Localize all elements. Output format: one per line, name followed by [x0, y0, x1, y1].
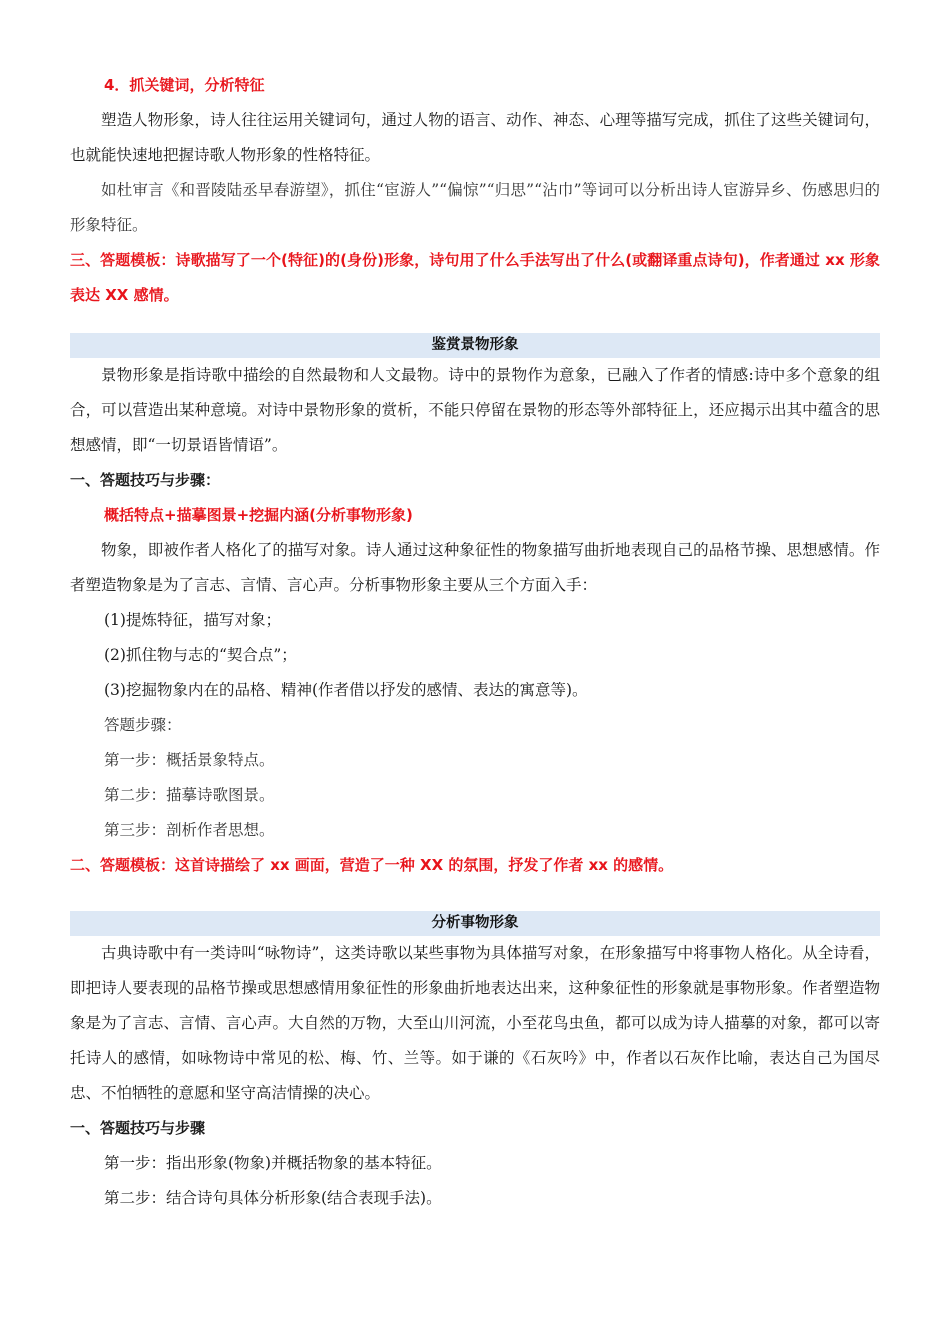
point4-paragraph-2: 如杜审言《和晋陵陆丞早春游望》，抓住“宦游人”“偏惊”“归思”“沾巾”等词可以分析出诗人宦游异乡、伤感思归的形象特征。 — [70, 181, 880, 234]
document-page — [70, 68, 880, 1216]
point4-paragraph-1: 塑造人物形象，诗人往往运用关键词句，通过人物的语言、动作、神态、心理等描写完成，抓住了这些关键词句，也就能快速地把握诗歌人物形象的性格特征。 — [70, 111, 880, 164]
objects-intro: 古典诗歌中有一类诗叫“咏物诗”，这类诗歌以某些事物为具体描写对象，在形象描写中将事物人格化。从全诗看，即把诗人要表现的品格节操或思想感情用象征性的形象曲折地表达出来，这种象征性的形象就是事物形象。作者塑造物象是为了言志、言情、言心声。大自然的万物，大至山川河流，小至花鸟虫鱼，都可以成为诗人描摹的对象，都可以寄托诗人的感情，如咏物诗中常见的松、梅、竹、兰等。如于谦的《石灰吟》中，作者以石灰作比喻，表达自己为国尽忠、不怕牺牲的意愿和坚守高洁情操的决心。 — [70, 944, 880, 1102]
objects-step-1: 第一步：指出形象(物象)并概括物象的基本特征。 — [104, 1154, 442, 1172]
scenery-heading-1: 一、答题技巧与步骤： — [70, 471, 221, 489]
scenery-item-1: (1)提炼特征，描写对象； — [104, 611, 281, 629]
scenery-step-1: 第一步：概括景象特点。 — [104, 751, 275, 769]
scenery-intro: 景物形象是指诗歌中描绘的自然最物和人文最物。诗中的景物作为意象，已融入了作者的情感:诗中多个意象的组合，可以营造出某种意境。对诗中景物形象的赏析，不能只停留在景物的形态等外部特征上，还应揭示出其中蕴含的思想感情，即“一切景语皆情语”。 — [70, 366, 880, 454]
scenery-step-3: 第三步：剖析作者思想。 — [104, 821, 275, 839]
objects-heading-1: 一、答题技巧与步骤 — [70, 1119, 206, 1137]
objects-step-2: 第二步：结合诗句具体分析形象(结合表现手法)。 — [104, 1189, 442, 1207]
template-three: 三、答题模板：诗歌描写了一个(特征)的(身份)形象，诗句用了什么手法写出了什么(或翻译重点诗句)，作者通过 xx 形象表达 XX 感情。 — [70, 251, 880, 304]
scenery-object-paragraph: 物象，即被作者人格化了的描写对象。诗人通过这种象征性的物象描写曲折地表现自己的品格节操、思想感情。作者塑造物象是为了言志、言情、言心声。分析事物形象主要从三个方面入手： — [70, 541, 880, 594]
template-two: 二、答题模板：这首诗描绘了 xx 画面，营造了一种 XX 的氛围，抒发了作者 xx 的感情。 — [70, 856, 674, 874]
section-title-objects: 分析事物形象 — [70, 911, 880, 936]
spacer — [70, 883, 880, 903]
spacer — [70, 313, 880, 333]
scenery-item-3: (3)挖掘物象内在的品格、精神(作者借以抒发的感情、表达的寓意等)。 — [104, 681, 588, 699]
scenery-item-2: (2)抓住物与志的“契合点”； — [104, 646, 297, 664]
spacer — [70, 903, 880, 911]
scenery-step-2: 第二步：描摹诗歌图景。 — [104, 786, 275, 804]
scenery-steps-label: 答题步骤： — [104, 716, 182, 734]
scenery-formula: 概括特点+描摹图景+挖掘内涵(分析事物形象) — [104, 506, 413, 524]
section-title-scenery: 鉴赏景物形象 — [70, 333, 880, 358]
point4-heading: 4．抓关键词，分析特征 — [104, 76, 265, 94]
